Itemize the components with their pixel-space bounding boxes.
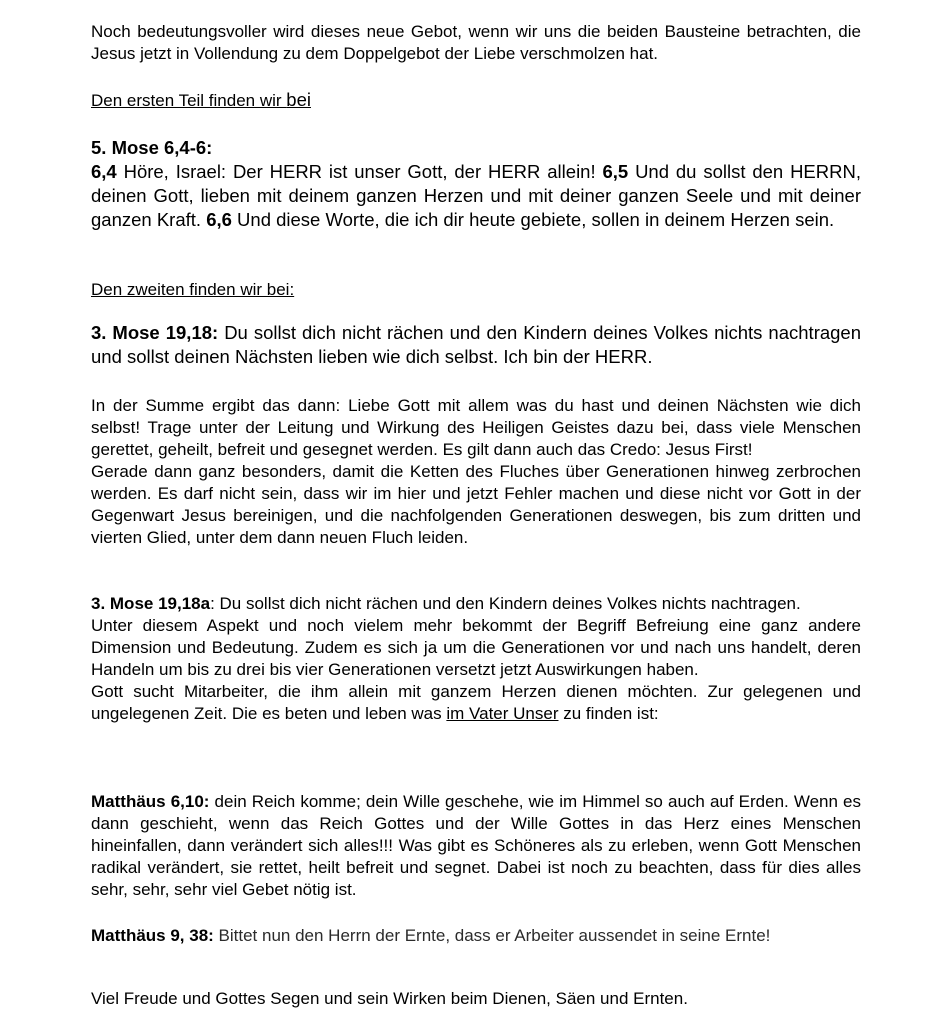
mose-19a-section xyxy=(91,593,861,725)
aspect-paragraph: Unter diesem Aspekt und noch vielem mehr bekommt der Begriff Befreiung eine ganz andere Dimension und Bedeutung. Zudem es sich ja um die Generationen vor und nach uns handelt, deren Handeln um bis zu drei bis vier Generationen versetzt jetzt Auswirkungen haben. xyxy=(91,616,861,679)
matthaeus-9-38-ref: Matthäus 9, 38: xyxy=(91,926,214,945)
mitarbeiter-text-before: Gott sucht Mitarbeiter, die ihm allein mit ganzem Herzen dienen möchten. Zur gelegenen und ungelegenen Zeit. Die es beten und leben was xyxy=(91,682,861,723)
mose-19a-passage xyxy=(91,593,861,615)
heading-second-text: Den zweiten finden wir bei: xyxy=(91,280,295,299)
vater-unser-link[interactable]: im Vater Unser xyxy=(446,704,559,723)
verse-6-5-number: 6,5 xyxy=(602,161,629,182)
mose-19-ref: 3. Mose 19,18: xyxy=(91,322,219,343)
heading-first-text: Den ersten Teil finden wir xyxy=(91,91,287,110)
summary-section xyxy=(91,395,861,549)
mitarbeiter-paragraph xyxy=(91,681,861,725)
mose-19-passage xyxy=(91,321,861,369)
verse-6-6-number: 6,6 xyxy=(206,209,232,230)
verse-6-4-number: 6,4 xyxy=(91,161,117,182)
mose-19-text: Du sollst dich nicht rächen und den Kindern deines Volkes nichts nachtragen und sollst deinen Nächsten lieben wie dich selbst. Ich bin der HERR. xyxy=(91,322,862,367)
intro-paragraph: Noch bedeutungsvoller wird dieses neue Gebot, wenn wir uns die beiden Bausteine betrachten, die Jesus jetzt in Vollendung zu dem Doppelgebot der Liebe verschmolzen hat. xyxy=(91,22,861,63)
summary-paragraph-1: In der Summe ergibt das dann: Liebe Gott mit allem was du hast und deinen Nächsten wie dich selbst! Trage unter der Leitung und Wirkung des Heiligen Geistes dazu bei, dass viele Menschen gerettet, geheilt, befreit und gesegnet werden. Es gilt dann auch das Credo: Jesus First! xyxy=(91,396,861,459)
verse-6-4-text: Höre, Israel: Der HERR ist unser Gott, der HERR allein! xyxy=(116,161,603,182)
matthaeus-6-10-ref: Matthäus 6,10: xyxy=(91,792,210,811)
mose-6-ref: 5. Mose 6,4-6: xyxy=(91,137,213,158)
heading-first-part xyxy=(91,89,861,112)
matthaeus-6-10-text: dein Reich komme; dein Wille geschehe, wie im Himmel so auch auf Erden. Wenn es dann geschieht, wenn das Reich Gottes und der Wille Gottes in das Herz eines Menschen hineinfallen, dann verändert sich alles!!! Was gibt es Schöneres als zu erleben, wenn Gott Menschen radikal verändert, sie rettet, heilt befreit und segnet. Dabei ist noch zu beachten, dass für dies alles sehr, sehr, sehr viel Gebet nötig ist. xyxy=(91,792,861,899)
mose-6-passage xyxy=(91,136,861,232)
mitarbeiter-text-after: zu finden ist: xyxy=(558,704,659,723)
verse-6-6-text: Und diese Worte, die ich dir heute gebiete, sollen in deinem Herzen sein. xyxy=(231,209,835,230)
matthaeus-9-38-passage xyxy=(91,925,861,947)
summary-paragraph-2: Gerade dann ganz besonders, damit die Ketten des Fluches über Generationen hinweg zerbrochen werden. Es darf nicht sein, dass wir im hier und jetzt Fehler machen und diese nicht vor Gott in der Gegenwart Jesus bereinigen, und die nachfolgenden Generationen deswegen, bis zum dritten und vierten Glied, unter dem dann neuen Fluch leiden. xyxy=(91,462,861,547)
heading-first-emph: bei xyxy=(286,89,311,110)
closing-line: Viel Freude und Gottes Segen und sein Wirken beim Dienen, Säen und Ernten. xyxy=(91,989,688,1008)
mose-19a-ref: 3. Mose 19,18a xyxy=(91,594,211,613)
matthaeus-6-10-passage xyxy=(91,791,861,901)
heading-second-part xyxy=(91,279,861,301)
matthaeus-9-38-text: Bittet nun den Herrn der Ernte, dass er Arbeiter aussendet in seine Ernte! xyxy=(213,926,771,945)
verse-6-5-text: Und du sollst den HERRN, deinen Gott, lieben mit deinem ganzen Herzen und mit deiner ganzen Seele und mit deiner ganzen Kraft. xyxy=(91,161,861,230)
mose-19a-text: : Du sollst dich nicht rächen und den Kindern deines Volkes nichts nachtragen. xyxy=(210,594,801,613)
